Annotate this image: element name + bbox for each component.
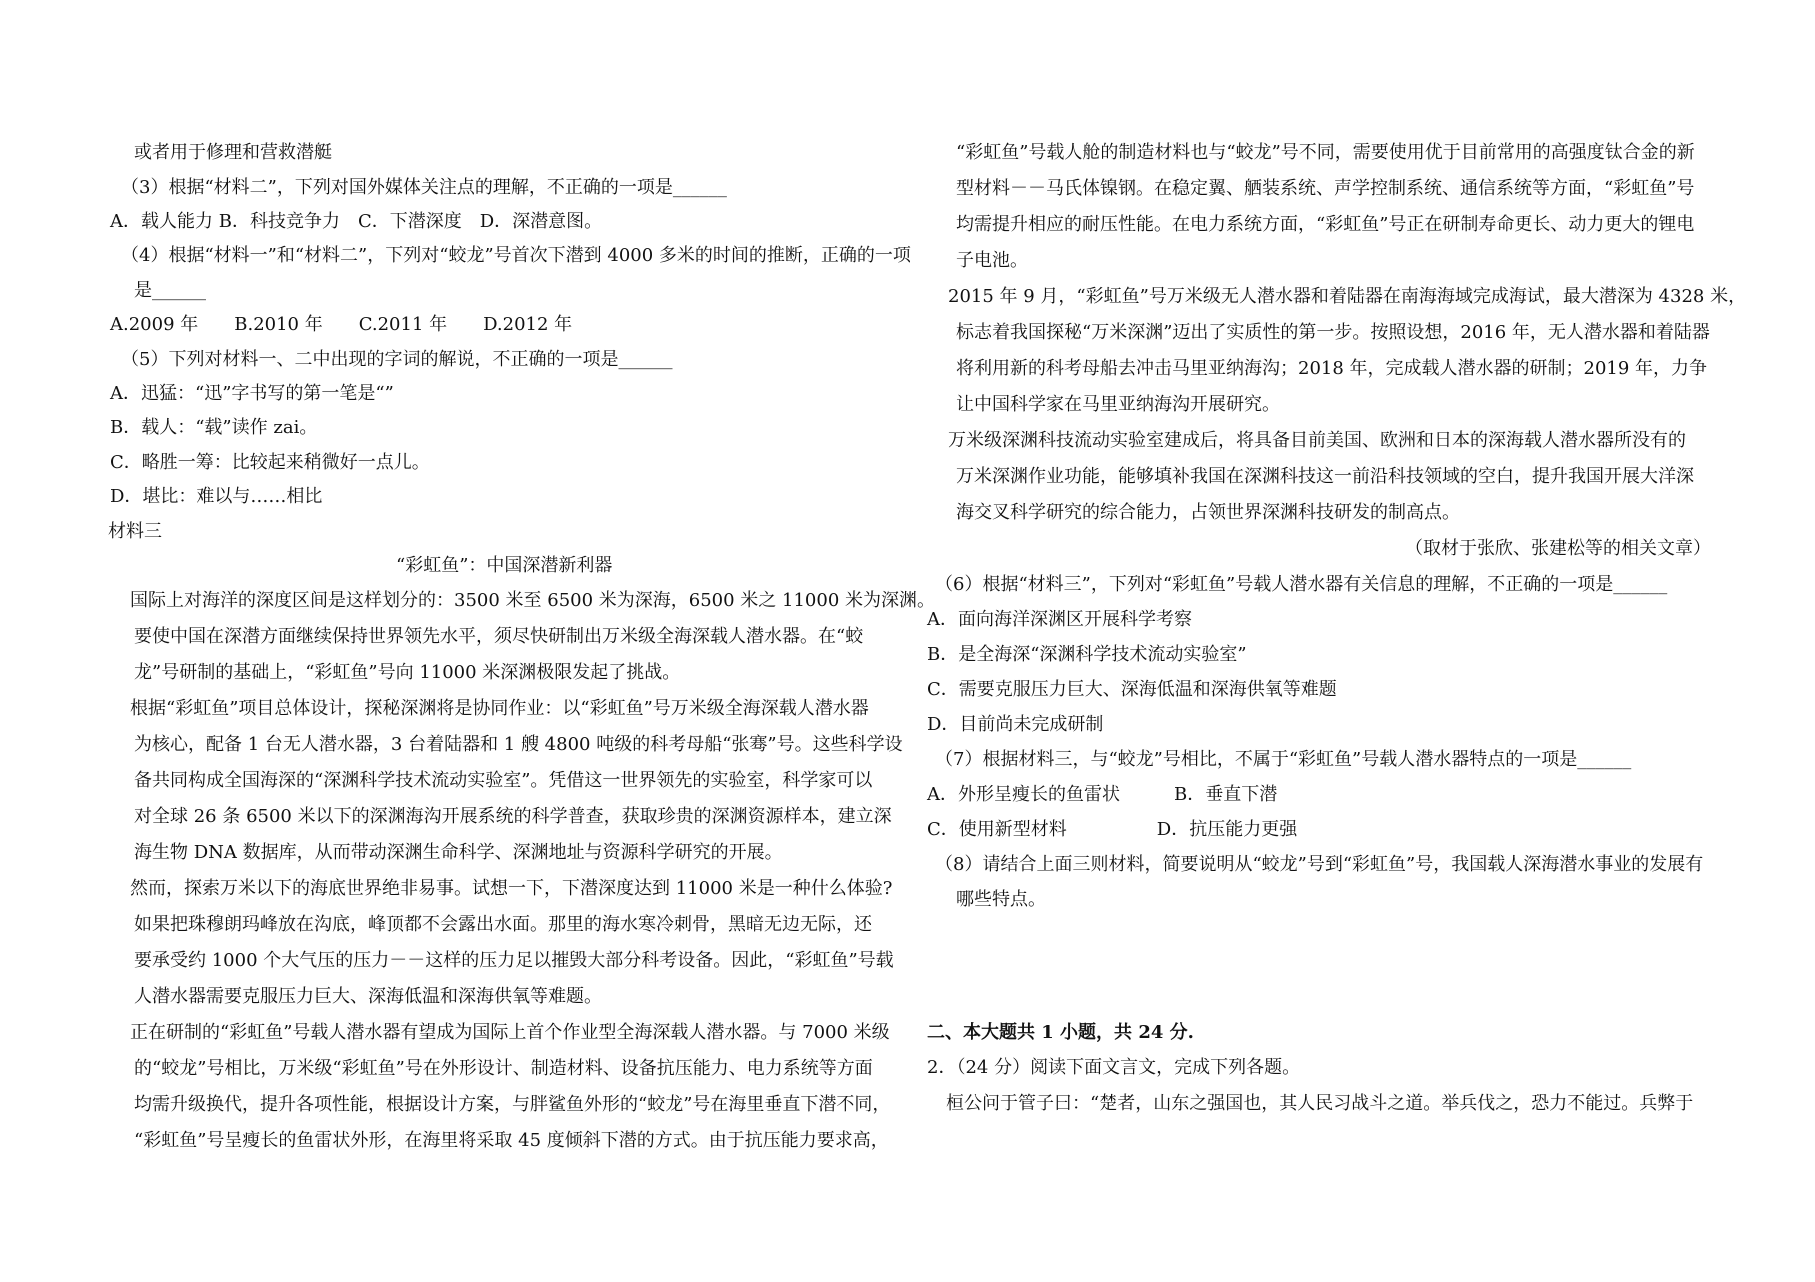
- question-8: （8）请结合上面三则材料，简要说明从“蛟龙”号到“彩虹鱼”号，我国载人深海潜水事业的发展有: [935, 854, 1704, 875]
- paragraph-line: 海交叉科学研究的综合能力，占领世界深渊科技研发的制高点。: [956, 502, 1460, 523]
- paragraph-line: 正在研制的“彩虹鱼”号载人潜水器有望成为国际上首个作业型全海深载人潜水器。与 7000 米级: [130, 1022, 890, 1043]
- question-7-options-cd: C．使用新型材料 D．抗压能力更强: [927, 819, 1298, 840]
- paragraph-line: 国际上对海洋的深度区间是这样划分的：3500 米至 6500 米为深海，6500 米之 11000 米为深渊。: [130, 590, 936, 611]
- option-c: C．略胜一筹：比较起来稍微好一点儿。: [110, 452, 430, 473]
- paragraph-line: 然而，探索万米以下的海底世界绝非易事。试想一下，下潜深度达到 11000 米是一种什么体验?: [130, 878, 893, 899]
- text-line: 是______: [134, 280, 206, 301]
- option-c: C．需要克服压力巨大、深海低温和深海供氧等难题: [927, 679, 1337, 700]
- paragraph-line: 为核心，配备 1 台无人潜水器，3 台着陆器和 1 艘 4800 吨级的科考母船“张骞”号。这些科学设: [134, 734, 903, 755]
- paragraph-line: 均需提升相应的耐压性能。在电力系统方面，“彩虹鱼”号正在研制寿命更长、动力更大的锂电: [956, 214, 1695, 235]
- paragraph-line: 万米级深渊科技流动实验室建成后，将具备目前美国、欧洲和日本的深海载人潜水器所没有的: [948, 430, 1686, 451]
- paragraph-line: “彩虹鱼”号载人舱的制造材料也与“蛟龙”号不同，需要使用优于目前常用的高强度钛合金的新: [956, 142, 1695, 163]
- option-a: A．迅猛：“迅”字书写的第一笔是“”: [110, 383, 394, 404]
- question-3-options: A．载人能力 B．科技竞争力 C．下潜深度 D．深潜意图。: [110, 211, 603, 232]
- paragraph-line: 均需升级换代，提升各项性能，根据设计方案，与胖鲨鱼外形的“蛟龙”号在海里垂直下潜不同，: [134, 1094, 891, 1115]
- question-4: （4）根据“材料一”和“材料二”，下列对“蛟龙”号首次下潜到 4000 多米的时间的推断，正确的一项: [121, 245, 911, 266]
- paragraph-line: 2015 年 9 月，“彩虹鱼”号万米级无人潜水器和着陆器在南海海域完成海试，最大潜深为 4328 米，: [948, 286, 1747, 307]
- source-note: （取材于张欣、张建松等的相关文章）: [1405, 538, 1711, 559]
- question-7-options-ab: A．外形呈瘦长的鱼雷状 B．垂直下潜: [927, 784, 1278, 805]
- option-d: D．目前尚未完成研制: [927, 714, 1104, 735]
- paragraph-line: 如果把珠穆朗玛峰放在沟底，峰顶都不会露出水面。那里的海水寒冷刺骨，黑暗无边无际，还: [134, 914, 872, 935]
- paragraph-line: 人潜水器需要克服压力巨大、深海低温和深海供氧等难题。: [134, 986, 602, 1007]
- text-line: 哪些特点。: [956, 889, 1046, 910]
- paragraph-line: 标志着我国探秘“万米深渊”迈出了实质性的第一步。按照设想，2016 年，无人潜水器和着陆器: [956, 322, 1710, 343]
- article-title: “彩虹鱼”：中国深潜新利器: [396, 555, 613, 576]
- section-heading: 二、本大题共 1 小题，共 24 分.: [927, 1022, 1194, 1043]
- paragraph-line: 要使中国在深潜方面继续保持世界领先水平，须尽快研制出万米级全海深载人潜水器。在“蛟: [134, 626, 864, 647]
- text-line: 或者用于修理和营救潜艇: [134, 142, 332, 163]
- paragraph-line: 备共同构成全国海深的“深渊科学技术流动实验室”。凭借这一世界领先的实验室，科学家可以: [134, 770, 873, 791]
- question-4-options: A.2009 年 B.2010 年 C.2011 年 D.2012 年: [110, 314, 573, 335]
- section-heading: 材料三: [108, 521, 162, 542]
- paragraph-line: 万米深渊作业功能，能够填补我国在深渊科技这一前沿科技领域的空白，提升我国开展大洋深: [956, 466, 1694, 487]
- option-b: B．是全海深“深渊科学技术流动实验室”: [927, 644, 1247, 665]
- question-7: （7）根据材料三，与“蛟龙”号相比，不属于“彩虹鱼”号载人潜水器特点的一项是______: [935, 749, 1632, 770]
- paragraph-line: 龙”号研制的基础上，“彩虹鱼”号向 11000 米深渊极限发起了挑战。: [134, 662, 681, 683]
- paragraph-line: 根据“彩虹鱼”项目总体设计，探秘深渊将是协同作业：以“彩虹鱼”号万米级全海深载人潜水器: [130, 698, 869, 719]
- option-b: B．载人：“载”读作 zai。: [110, 417, 318, 438]
- paragraph-line: 将利用新的科考母船去冲击马里亚纳海沟；2018 年，完成载人潜水器的研制；2019 年，力争: [956, 358, 1708, 379]
- option-a: A．面向海洋深渊区开展科学考察: [927, 609, 1192, 630]
- paragraph-line: 要承受约 1000 个大气压的压力－－这样的压力足以摧毁大部分科考设备。因此，“彩虹鱼”号载: [134, 950, 894, 971]
- paragraph-line: 型材料－－马氏体镍钢。在稳定翼、舾装系统、声学控制系统、通信系统等方面，“彩虹鱼”号: [956, 178, 1695, 199]
- classical-text-line: 桓公问于管子曰：“楚者，山东之强国也，其人民习战斗之道。举兵伐之，恐力不能过。兵弊于: [946, 1093, 1694, 1114]
- question-6: （6）根据“材料三”，下列对“彩虹鱼”号载人潜水器有关信息的理解，不正确的一项是______: [935, 574, 1668, 595]
- paragraph-line: 海生物 DNA 数据库，从而带动深渊生命科学、深渊地址与资源科学研究的开展。: [134, 842, 783, 863]
- option-d: D．堪比：难以与……相比: [110, 486, 323, 507]
- paragraph-line: 子电池。: [956, 250, 1028, 271]
- paragraph-line: 让中国科学家在马里亚纳海沟开展研究。: [956, 394, 1280, 415]
- paragraph-line: “彩虹鱼”号呈瘦长的鱼雷状外形，在海里将采取 45 度倾斜下潜的方式。由于抗压能力要求高，: [134, 1130, 889, 1151]
- question-3: （3）根据“材料二”，下列对国外媒体关注点的理解，不正确的一项是______: [121, 177, 727, 198]
- paragraph-line: 对全球 26 条 6500 米以下的深渊海沟开展系统的科学普查，获取珍贵的深渊资源样本，建立深: [134, 806, 892, 827]
- question-5: （5）下列对材料一、二中出现的字词的解说，不正确的一项是______: [121, 349, 673, 370]
- question-2: 2．（24 分）阅读下面文言文，完成下列各题。: [927, 1057, 1301, 1078]
- paragraph-line: 的“蛟龙”号相比，万米级“彩虹鱼”号在外形设计、制造材料、设备抗压能力、电力系统等方面: [134, 1058, 873, 1079]
